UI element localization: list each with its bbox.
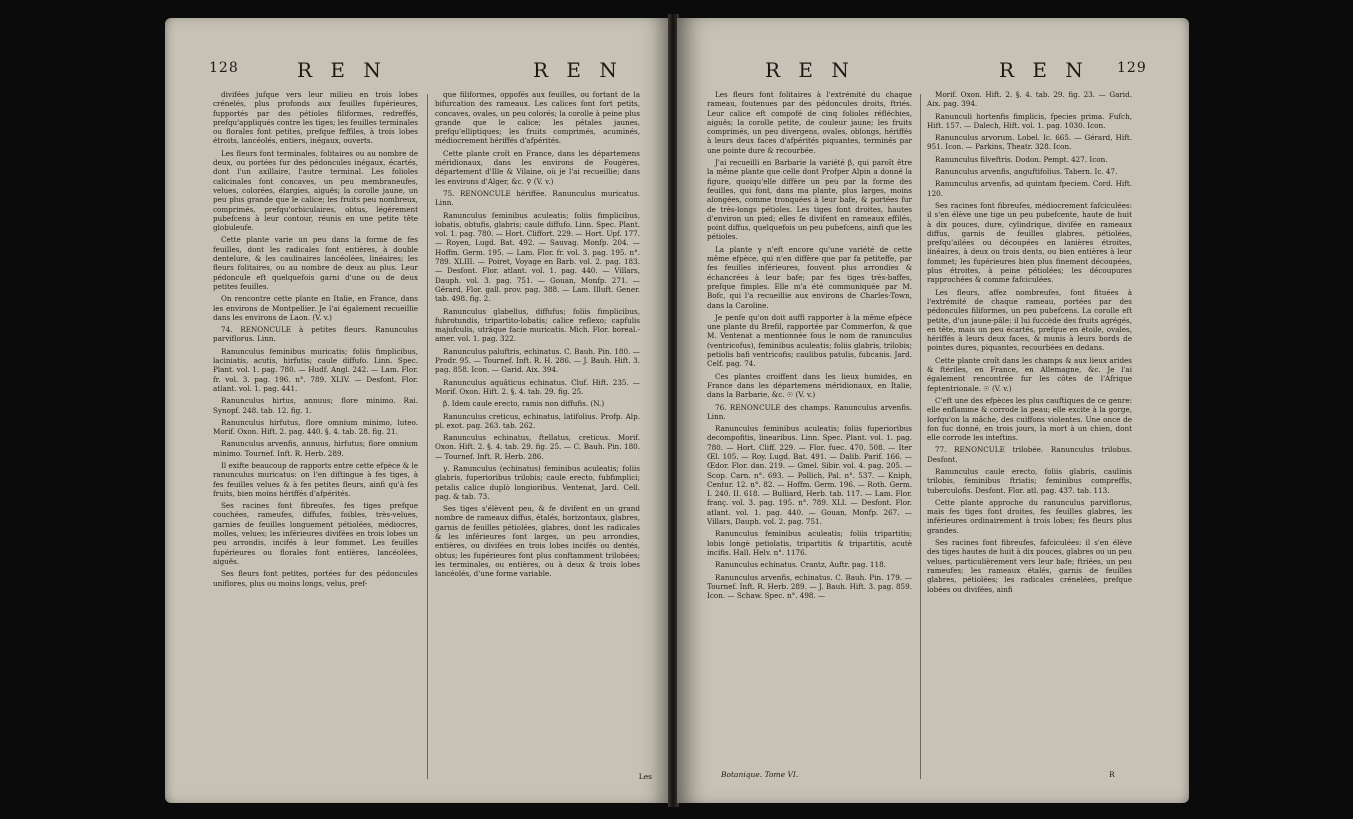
text-paragraph: Ranunculus hirfutus, flore omnium minimo, luteo. Morif. Oxon. Hift. 2. pag. 440. §. 4. tab. 28. fig. 21. <box>213 417 418 437</box>
text-paragraph: Ranunculus feminibus aculeatis; foliis tripartitis; lobis longè petiolatis, tripartitis & tripartitis, acutè incifis. Hall. Helv. n°. 1176. <box>707 529 912 557</box>
text-paragraph: Ses racines font fibreufes, médiocrement fafciculées: il s'en élève une tige un peu pubefcente, haute de huit à dix pouces, dure, cylindrique, divifée en rameaux diffus, garnis de feuilles glabres, pétiolées, prefqu'ailées ou découpées en lanières étroites, linéaires, à deux ou trois dents, ou bien entières à leur fommet; les fupérieures bien plus finement découpées, plus étroites, à peine pétiolées; les découpures rapprochées & comme fafciculées. <box>927 200 1132 285</box>
left-page-number: 128 <box>209 60 239 76</box>
text-paragraph: Je penfe qu'on doit auffi rapporter à la même efpèce une plante du Brefil, rapportée par Commerfon, & que M. Ventenat a mentionnée fous le nom de ranunculus (ventricofus), feminibus aculeatis; foliis glabris, trilobis; petiolis bafi ventricofis; caulibus patulis, fubcanis. Jard. Celf. pag. 74. <box>707 312 912 369</box>
text-paragraph: Ranunculus feminibus aculeatis; foliis fuperioribus decompofitis, linearibus. Linn. Spec. Plant. vol. 1. pag. 780. — Hort. Cliff. 229. — Flor. fuec. 470. 508. — Iter Œl. 105. — Roy. Lugd. Bat. 491. — Dalib. Parif. 166. — Œdor. Flor. dan. 219. — Gmel. Sibir. vol. 4. pag. 205. — Scop. Carn. n°. 693. — Pollich, Pal. n°. 537. — Kniph, Centur. 12. n°. 82. — Hoffm. Germ. 196. — Roth. Germ. I. 240. II. 618. — Bulliard, Herb. tab. 117. — Lam. Flor. franç. vol. 3. pag. 195. n°. 789. XLI. — Desfont. Flor. atlant. vol. 1. pag. 440. — Gouan, Monfp. 267. — Villars, Dauph. vol. 2. pag. 751. <box>707 424 912 527</box>
signature-mark: R <box>1109 770 1115 779</box>
right-column-2 <box>927 90 1132 793</box>
volume-footer: Botanique. Tome VI. <box>721 770 799 779</box>
text-paragraph: Morif. Oxon. Hift. 2. §. 4. tab. 29. fig. 23. — Garid. Aix. pag. 394. <box>927 90 1132 109</box>
right-page-columns <box>677 90 1189 793</box>
text-paragraph: Ranunculus arvenfis, annuus, hirfutus; flore omnium minimo. Tournef. Inft. R. Herb. 289. <box>213 439 418 458</box>
text-paragraph: Ses fleurs font petites, portées fur des pédoncules uniflores, plus ou moins longs, velus, pref- <box>213 569 418 588</box>
left-page-columns <box>165 90 670 793</box>
text-paragraph: divifées jufque vers leur milieu en trois lobes crénelés, plus profonds aux feuilles fupérieures, fupportés par des pétioles filiformes, redreffés, prefqu'appliqués contre les tiges; les feuilles terminales ou florales font petites, prefque feffiles, à trois lobes étroits, lancéolés, entiers, inégaux, ouverts. <box>213 90 418 146</box>
text-paragraph: Cette plante croît dans les champs & aux lieux arides & ftériles, en France, en Allemagne, &c. Je l'ai également rencontrée fur les côtes de l'Afrique feptentrionale. ☉ (V. v.) <box>927 355 1132 393</box>
left-running-title-2: R E N <box>533 58 623 82</box>
text-paragraph: Ces plantes croiffent dans les lieux humides, en France dans les départemens méridionaux, en Italie, dans la Barbarie, &c. ☉ (V. v.) <box>707 371 912 400</box>
text-paragraph: C'eft une des efpèces les plus cauftiques de ce genre: elle enflamme & corrode la peau; elle excite à la gorge, lorfqu'on la mâche, des cuiffons violentes. Une once de fon fuc donné, en trois jours, la mort à un chien, dont elle corrode les inteftins. <box>927 395 1132 443</box>
text-paragraph: Ranunculus creticus, echinatus, latifolius. Profp. Alp. pl. exot. pag. 263. tab. 262. <box>435 411 640 430</box>
right-running-title-1: R E N <box>765 58 855 82</box>
text-paragraph: Ranunculus paluftris, echinatus. C. Bauh. Pin. 180. — Prodr. 95. — Tournef. Inft. R. H. 286. — J. Bauh. Hift. 3. pag. 858. Icon. — Garid. Aix. 394. <box>435 346 640 375</box>
text-paragraph: Ranunculus echinatus, ftellatus, creticus. Morif. Oxon. Hift. 2. §. 4. tab. 29. fig. 25. — C. Bauh. Pin. 180. — Tournef. Inft. R. Herb. 286. <box>435 433 640 461</box>
column-divider <box>920 94 921 779</box>
left-column-1 <box>213 90 418 793</box>
text-paragraph: Ranunculus arvorum. Lobel. Ic. 665. — Gérard, Hift. 951. Icon. — Parkins, Theatr. 328. Icon. <box>927 133 1132 152</box>
left-page-header <box>165 58 670 86</box>
text-paragraph: 77. RENONCULE trilobée. Ranunculus trilobus. Desfont. <box>927 445 1132 464</box>
text-paragraph: Ses tiges s'élèvent peu, & fe divifent en un grand nombre de rameaux diffus, étalés, horizontaux, glabres, garnis de feuilles pétiolées, glabres, dont les radicales & les inférieures font larges, un peu arrondies, entières, ou divifées en trois lobes incifés ou dentés, obtus; les fupérieures font plus conftamment trilobées; les terminales, ou entières, ou à deux & trois lobes lancéolés, d'une forme variable. <box>435 504 640 579</box>
left-page <box>165 18 670 803</box>
text-paragraph: J'ai recueilli en Barbarie la variété β, qui paroît être la même plante que celle dont Profper Alpin a donné la figure, quoiqu'elle diffère un peu par la forme des feuilles, qui font, dans ma plante, plus larges, moins alongées, comme tronquées à leur bafe, & portées fur de très-longs pétioles. Les tiges font droites, hautes d'environ un pied; elles fe divifent en rameaux effilés, point diffus, quelquefois un peu pubefcens, ainfi que les pétioles. <box>707 158 912 242</box>
text-paragraph: Ranunculus filveftris. Dodon. Pempt. 427. Icon. <box>935 154 1108 164</box>
text-paragraph: La plante γ n'eft encore qu'une variété de cette même efpèce, qui n'en diffère que par fa petiteffe, par fes feuilles inférieures, fouvent plus arrondies & échancrées à leur bafe; par fes tiges très-baffes, prefque fimples. Elle m'a été communiquée par M. Bofc, qui l'a recueillie aux environs de Charles-Town, dans la Caroline. <box>707 244 912 310</box>
text-paragraph: Ranunculus glabellus, diffufus; foliis fimplicibus, fubrotundis, tripartito-lobatis; calice reflexo; capfulis majufculis, utrâque facie muricatis. Mich. Flor. boreal.-amer. vol. 1. pag. 322. <box>435 306 640 344</box>
text-paragraph: que filiformes, oppofés aux feuilles, ou fortant de la bifurcation des rameaux. Les calices font fort petits, concaves, ovales, un peu colorés; la corolle à peine plus grande que le calice; les pétales jaunes, prefqu'elliptiques; les fruits comprimés, acuminés, médiocrement hériffés d'afpérités. <box>435 90 640 146</box>
text-paragraph: Ranunculus arvenfis, anguftifolius. Tabern. Ic. 47. <box>935 167 1118 177</box>
text-paragraph: Cette plante approche du ranunculus parviflorus, mais fes tiges font droites, fes feuilles glabres, les inférieures ordinairement à trois lobes; fes fleurs plus grandes. <box>927 497 1132 535</box>
column-divider <box>427 94 428 779</box>
text-paragraph: 75. RENONCULE hériffée. Ranunculus muricatus. Linn. <box>435 188 640 208</box>
text-paragraph: Les fleurs font folitaires à l'extrémité du chaque rameau, foutenues par des pédoncules droits, ftriés. Leur calice eft compofé de cinq folioles réfléchies, aiguës; la corolle petite, de couleur jaune; les fruits comprimés, un peu divergens, ovales, oblongs, hériffés à leurs deux faces d'afpérités piquantes, terminés par une pointe dure & recourbée. <box>707 90 912 155</box>
text-paragraph: 74. RENONCULE à petites fleurs. Ranunculus parviflorus. Linn. <box>213 325 418 344</box>
text-paragraph: Cette plante varie un peu dans la forme de fes feuilles, dont les radicales font entières, à double dentelure, & les caulinaires lancéolées, linéaires; les fleurs folitaires, ou au nombre de deux au plus. Leur pédoncule eft quelquefois garni d'une ou de deux petites feuilles. <box>213 235 418 291</box>
text-paragraph: Ranunculus arvenfis, echinatus. C. Bauh. Pin. 179. — Tournef. Inft. R. Herb. 289. — J. Bauh. Hift. 3. pag. 859. Icon. — Schaw. Spec. n°. 498. — <box>707 572 912 601</box>
left-column-2 <box>435 90 640 793</box>
text-paragraph: Cette plante croît en France, dans les départemens méridionaux, dans les environs de Fougères, département d'Ille & Vilaine, où je l'ai recueillie; dans les environs d'Alger, &c. ⚲ (V. v.) <box>435 148 640 186</box>
right-page <box>677 18 1189 803</box>
text-paragraph: On rencontre cette plante en Italie, en France, dans les environs de Montpellier. Je l'ai également recueillie dans les environs de Laon. (V. v.) <box>213 294 418 322</box>
text-paragraph: Ranunculus aquâticus echinatus. Cluf. Hift. 235. — Morif. Oxon. Hift. 2. §. 4. tab. 29. fig. 25. <box>435 377 640 396</box>
text-paragraph: Ranunculus echinatus. Crantz, Auftr. pag. 118. <box>715 560 886 570</box>
text-paragraph: Ses racines font fibreufes, fes tiges prefque couchées, rameufes, diffufes, foibles, très-velues, garnies de feuilles longuement pétiolées, médiocres, molles, velues; les inférieures divifées en trois lobes un peu arrondis, incifés à leur fommet. Les feuilles fupérieures ou florales font entières, lancéolées, aiguës. <box>213 501 418 566</box>
text-paragraph: Les fleurs font terminales, folitaires ou au nombre de deux, ou portées fur des pédoncules inégaux, écartés, dont l'un axillaire, l'autre terminal. Les folioles calicinales font concaves, un peu membraneufes, velues, colorées, élargies, aiguës; la corolle jaune, un peu plus grande que le calice; les fruits peu nombreux, comprimés, prefqu'orbiculaires, obtus, légérement pubefcens à leur contour, réunis en une petite tête globuleufe. <box>213 148 418 233</box>
text-paragraph: Ranunculus caule erecto, foliis glabris, caulinis trilobis, feminibus ftriatis; feminibus compreffis, tuberculofis. Desfont. Flor. atl. pag. 437. tab. 113. <box>927 466 1132 495</box>
right-column-1 <box>707 90 912 793</box>
text-paragraph: Ses racines font fibreufes, fafciculées: il s'en élève des tiges hautes de huit à dix pouces, glabres ou un peu velues, particulièrement vers leur bafe; ftriées, un peu rameufes; les rameaux étalés, garnis de feuilles glabres, pétiolées; les radicales crénelées, prefque lobées ou divifées, ainfi <box>927 538 1132 594</box>
text-paragraph: Ranunculus arvenfis, ad quintam fpeciem. Cord. Hift. 120. <box>927 179 1132 198</box>
text-paragraph: Ranunculus hirtus, annuus; flore minimo. Rai. Synopf. 248. tab. 12. fig. 1. <box>213 396 418 415</box>
text-paragraph: Ranunculi hortenfis fimplicis, fpecies prima. Fufch, Hift. 157. — Dalech, Hift. vol. 1. pag. 1030. Icon. <box>927 111 1132 130</box>
text-paragraph: 76. RENONCULE des champs. Ranunculus arvenfis. Linn. <box>707 402 912 421</box>
text-paragraph: Ranunculus feminibus aculeatis; foliis fimplicibus, lobatis, obtufis, glabris; caule diffufo. Linn. Spec. Plant. vol. 1. pag. 780. — Hort. Cliffort. 229. — Hort. Upf. 177. — Royen, Lugd. Bat. 492. — Sauvag. Monfp. 204. — Hoffm. Germ. 195. — Lam. Flor. fr. vol. 3. pag. 195. n°. 789. XLIII. — Poiret, Voyage en Barb. vol. 2. pag. 183. — Desfont. Flor. atlant. vol. 1. pag. 440. — Villars, Dauph. vol. 3. pag. 751. — Gouan, Monfp. 271. — Gérard, Flor. gall. prov. pag. 388. — Lam. Illuft. Gener. tab. 498. fig. 2. <box>435 210 640 304</box>
right-page-header <box>677 58 1189 86</box>
text-paragraph: Les fleurs, affez nombreufes, font fituées à l'extrémité de chaque rameau, portées par des pédoncules filiformes, un peu pubefcens. La corolle eft petite, d'un jaune-pâle: il lui fuccède des fruits agrégés, en tête, mais un peu écartés, prefque en étoile, ovales, hériffés à leurs deux faces, & munis à leurs bords de pointes dures, piquantes, recourbées en dedans. <box>927 287 1132 353</box>
left-running-title-1: R E N <box>297 58 387 82</box>
text-paragraph: Ranunculus feminibus muricatis; foliis fimplicibus, laciniatis, acutis, hirfutis; caule diffufo. Linn. Spec. Plant. vol. 1. pag. 780. — Hudf. Angl. 242. — Lam. Flor. fr. vol. 3. pag. 196. n°. 789. XLIV. — Desfont. Flor. atlant. vol. 1. pag. 441. <box>213 346 418 393</box>
text-paragraph: Il exifte beaucoup de rapports entre cette efpèce & le ranunculus muricatus: on l'en diftingue à fes tiges, à fes feuilles velues & à fes petites fleurs, ainfi qu'à fes fruits, bien moins hériffés d'afpérités. <box>213 460 418 498</box>
text-paragraph: γ. Ranunculus (echinatus) feminibus aculeatis; foliis glabris, fuperioribus trilobis; caule erecto, fubfimplici; petalis calice duplò longioribus. Ventenat, Jard. Cell. pag. & tab. 73. <box>435 463 640 501</box>
right-page-number: 129 <box>1117 60 1147 76</box>
right-running-title-2: R E N <box>999 58 1089 82</box>
text-paragraph: β. Idem caule erecto, ramis non diffufis. (N.) <box>443 399 605 409</box>
left-catchword: Les <box>638 772 652 781</box>
